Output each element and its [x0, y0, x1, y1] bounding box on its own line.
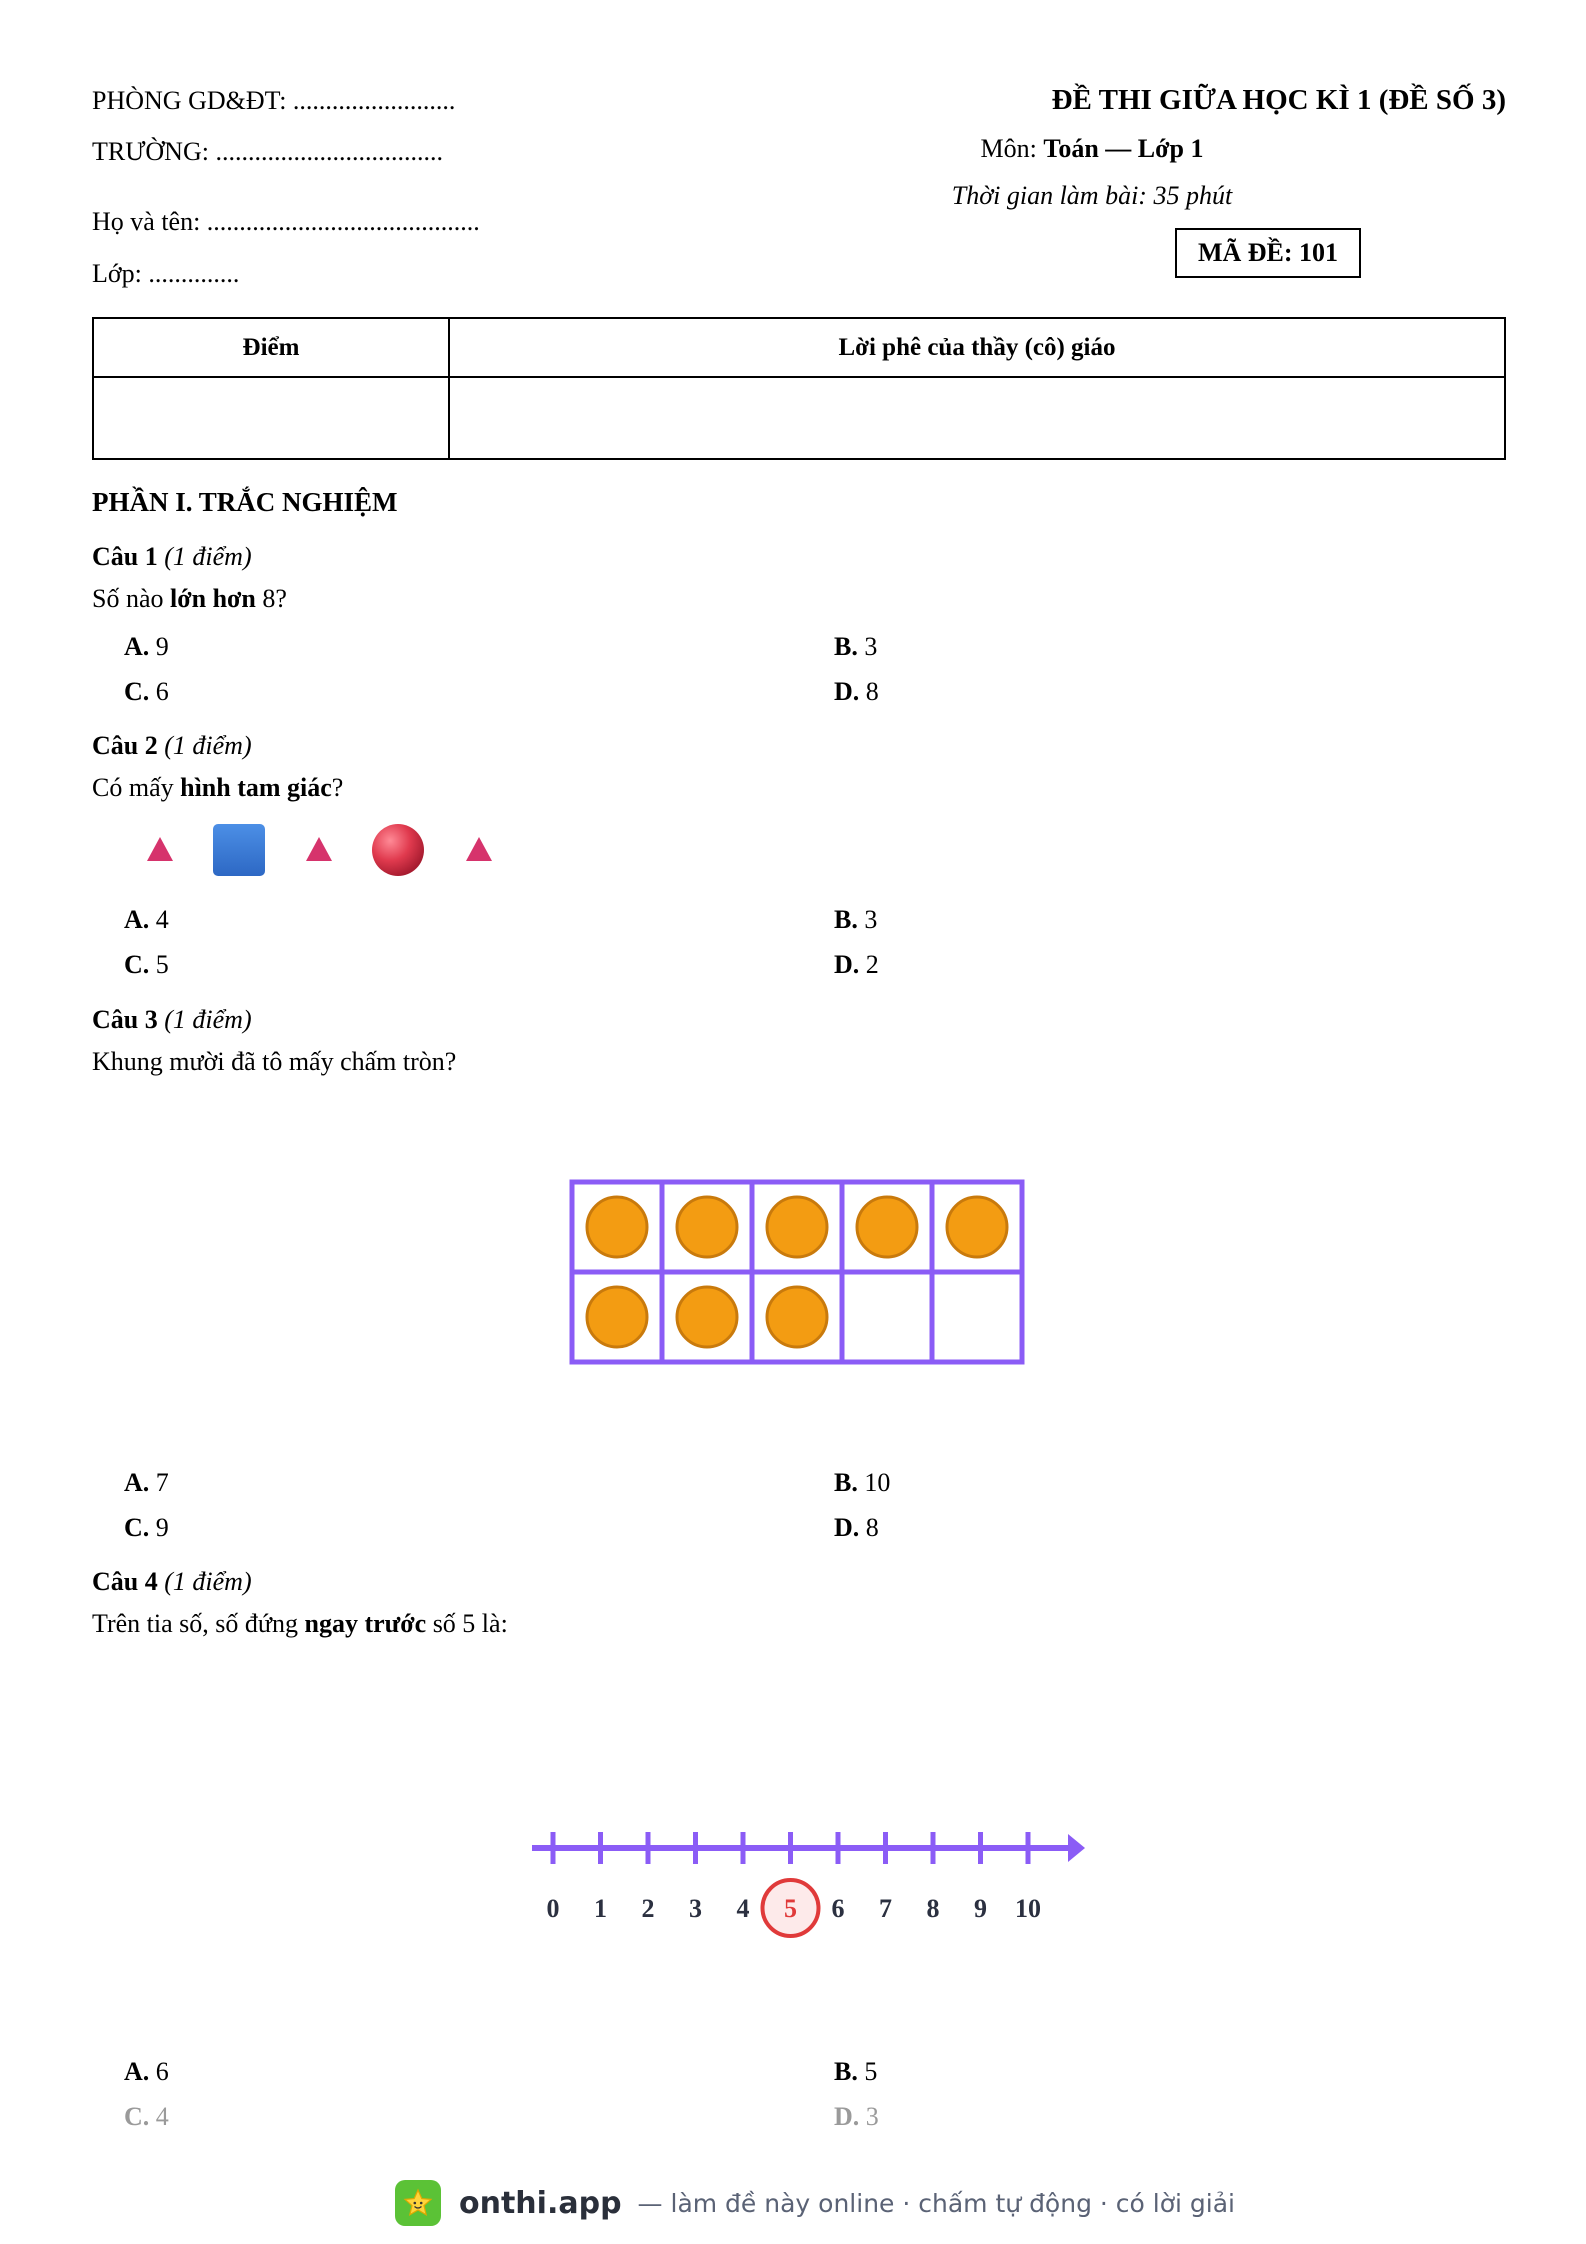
option-key: B.	[834, 632, 858, 661]
question-text-part: số 5 là:	[426, 1609, 508, 1638]
question-text-part: Trên tia số, số đứng	[92, 1609, 305, 1638]
ten-frame-dot	[587, 1197, 647, 1257]
option-value: 9	[155, 1513, 169, 1542]
square-shape	[213, 824, 265, 876]
question-text-part: ?	[331, 773, 344, 802]
number-line-arrowhead	[1068, 1834, 1085, 1862]
option-key: D.	[834, 1513, 860, 1542]
question-label: Câu 1	[92, 542, 158, 571]
number-line-label: 8	[926, 1894, 940, 1923]
option-key: C.	[124, 2102, 150, 2131]
q2-option-c[interactable]	[124, 950, 169, 980]
question-text-emphasis: lớn hơn	[170, 584, 256, 613]
q2-option-a[interactable]	[124, 905, 169, 935]
class-field: Lớp: ..............	[92, 259, 240, 288]
ten-frame-dot	[767, 1287, 827, 1347]
question-points: (1 điểm)	[164, 1005, 252, 1034]
option-key: C.	[124, 950, 150, 979]
option-value: 6	[155, 2057, 169, 2086]
option-value: 10	[864, 1468, 891, 1497]
number-line-label: 9	[974, 1894, 987, 1923]
q3-option-a[interactable]	[124, 1468, 169, 1498]
star-icon	[402, 2187, 434, 2219]
school-field: TRƯỜNG: ...................................	[92, 137, 443, 166]
option-value: 4	[155, 2102, 169, 2131]
q3-option-b[interactable]	[834, 1468, 890, 1498]
number-line-label: 6	[831, 1894, 845, 1923]
option-value: 3	[864, 632, 878, 661]
option-key: B.	[834, 1468, 858, 1497]
number-line-label: 3	[689, 1894, 702, 1923]
ball-shape	[372, 824, 424, 876]
department-field: PHÒNG GD&ĐT: .........................	[92, 86, 456, 115]
ten-frame-dot	[947, 1197, 1007, 1257]
option-key: A.	[124, 2057, 150, 2086]
triangle-shape	[466, 837, 492, 861]
question-label: Câu 2	[92, 731, 158, 760]
q1-option-b[interactable]	[834, 632, 877, 662]
exam-title: ĐỀ THI GIỮA HỌC KÌ 1 (ĐỀ SỐ 3)	[1051, 84, 1506, 116]
subject-line	[822, 134, 1362, 164]
ten-frame	[569, 1179, 1029, 1365]
student-name-field: Họ và tên: ..........................................	[92, 207, 480, 236]
question-4-header	[92, 1567, 252, 1597]
ten-frame-dot	[767, 1197, 827, 1257]
onthi-logo	[395, 2180, 441, 2226]
question-1-header	[92, 542, 252, 572]
number-line-label: 5	[784, 1894, 797, 1923]
question-points: (1 điểm)	[164, 542, 252, 571]
subject-name: Toán — Lớp 1	[1043, 134, 1204, 163]
exam-duration: Thời gian làm bài: 35 phút	[951, 181, 1233, 210]
q1-option-a[interactable]	[124, 632, 169, 662]
subject-prefix: Môn:	[980, 134, 1044, 163]
option-value: 3	[865, 2102, 879, 2131]
triangle-shape	[147, 837, 173, 861]
ten-frame-dot	[857, 1197, 917, 1257]
option-value: 6	[155, 677, 169, 706]
question-3-text: Khung mười đã tô mấy chấm tròn?	[92, 1047, 457, 1076]
option-value: 5	[155, 950, 169, 979]
ten-frame-dot	[677, 1197, 737, 1257]
question-points: (1 điểm)	[164, 731, 252, 760]
option-value: 5	[864, 2057, 878, 2086]
question-text-part: 8?	[255, 584, 287, 613]
score-header: Điểm	[93, 318, 449, 377]
shapes-illustration	[140, 820, 510, 882]
question-text-part: Số nào	[92, 584, 170, 613]
option-key: C.	[124, 1513, 150, 1542]
section-title: PHẦN I. TRẮC NGHIỆM	[92, 487, 398, 517]
question-label: Câu 3	[92, 1005, 158, 1034]
number-line-label: 1	[594, 1894, 607, 1923]
question-2-header	[92, 731, 252, 761]
option-key: D.	[834, 950, 860, 979]
question-text-part: Có mấy	[92, 773, 181, 802]
teacher-comment-cell[interactable]	[449, 377, 1505, 459]
q4-option-a[interactable]	[124, 2057, 169, 2087]
ten-frame-cell	[932, 1272, 1022, 1362]
q1-option-c[interactable]	[124, 677, 169, 707]
question-1-text	[92, 584, 287, 614]
option-value: 8	[865, 677, 879, 706]
option-value: 7	[155, 1468, 169, 1497]
number-line-label: 4	[736, 1894, 750, 1923]
question-points: (1 điểm)	[164, 1567, 252, 1596]
number-line-label: 10	[1015, 1894, 1041, 1923]
q4-option-b[interactable]	[834, 2057, 877, 2087]
q1-option-d[interactable]	[834, 677, 879, 707]
promo-footer[interactable]	[395, 2178, 1235, 2228]
question-4-text	[92, 1609, 508, 1639]
ten-frame-dot	[677, 1287, 737, 1347]
brand-name[interactable]: onthi.app	[459, 2185, 622, 2221]
question-2-text	[92, 773, 343, 803]
option-key: B.	[834, 2057, 858, 2086]
ten-frame-cell	[842, 1272, 932, 1362]
q4-option-d[interactable]	[834, 2102, 879, 2132]
option-key: D.	[834, 2102, 860, 2131]
number-line-label: 7	[879, 1894, 892, 1923]
teacher-comment-header: Lời phê của thầy (cô) giáo	[449, 318, 1505, 377]
score-cell[interactable]	[93, 377, 449, 459]
ten-frame-dot	[587, 1287, 647, 1347]
q2-option-d[interactable]	[834, 950, 879, 980]
option-value: 9	[155, 632, 169, 661]
q3-option-d[interactable]	[834, 1513, 879, 1543]
option-value: 2	[865, 950, 879, 979]
exam-code-box: MÃ ĐỀ: 101	[1175, 228, 1361, 278]
number-line-label: 0	[546, 1894, 560, 1923]
number-line	[520, 1820, 1090, 1950]
question-text-emphasis: hình tam giác	[180, 773, 332, 802]
q3-option-c[interactable]	[124, 1513, 169, 1543]
option-value: 8	[865, 1513, 879, 1542]
question-text-emphasis: ngay trước	[304, 1609, 427, 1638]
q2-option-b[interactable]	[834, 905, 877, 935]
option-key: A.	[124, 905, 150, 934]
option-key: C.	[124, 677, 150, 706]
brand-tagline: — làm đề này online · chấm tự động · có lời giải	[637, 2188, 1235, 2218]
score-table	[92, 317, 1506, 460]
question-3-header	[92, 1005, 252, 1035]
question-label: Câu 4	[92, 1567, 158, 1596]
option-value: 4	[155, 905, 169, 934]
q4-option-c[interactable]	[124, 2102, 169, 2132]
option-key: A.	[124, 1468, 150, 1497]
option-key: D.	[834, 677, 860, 706]
triangle-shape	[306, 837, 332, 861]
option-key: A.	[124, 632, 150, 661]
number-line-label: 2	[641, 1894, 655, 1923]
option-key: B.	[834, 905, 858, 934]
option-value: 3	[864, 905, 878, 934]
